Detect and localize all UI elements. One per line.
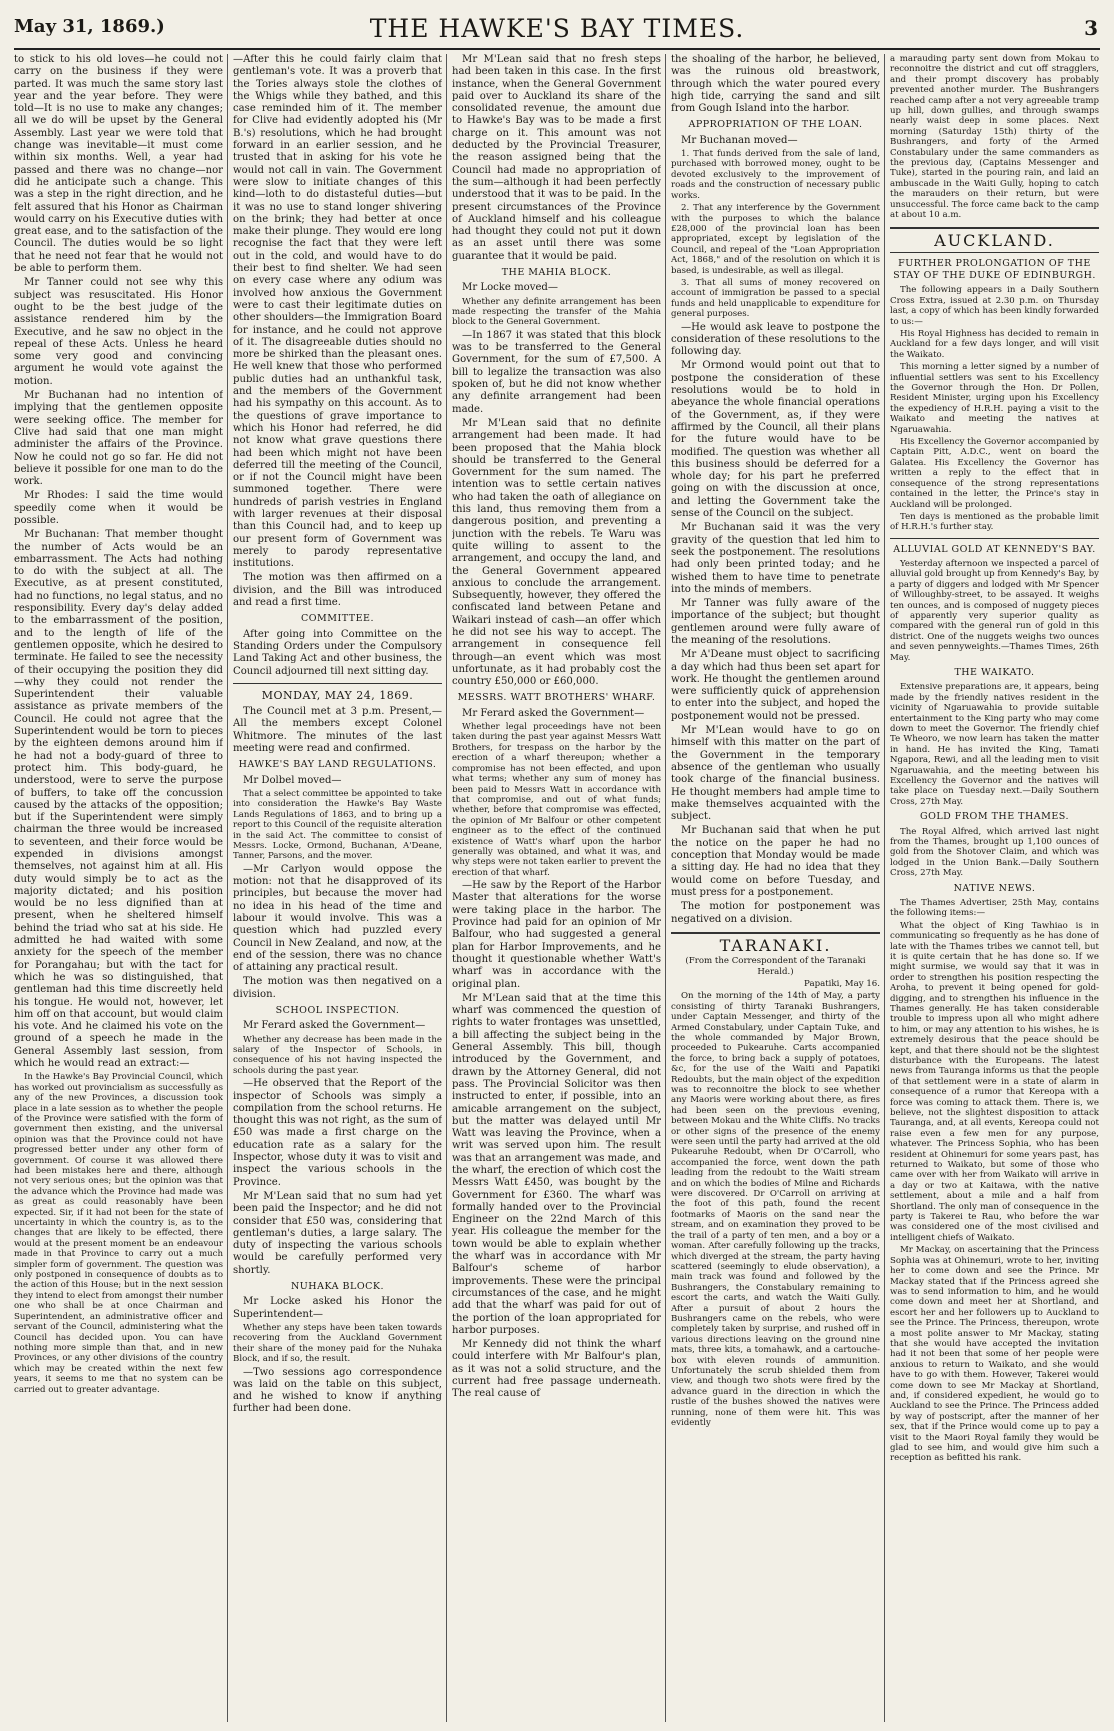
newspaper-title: THE HAWKE'S BAY TIMES. (369, 14, 745, 43)
issue-date: May 31, 1869.) (14, 16, 165, 37)
paragraph: —After this he could fairly claim that gentleman's vote. It was a proverb that the Tories always stole the clothes of the Whigs while they bathed, and this case reminded him of it. The member for Clive had evidently adopted his (Mr B.'s) resolutions, which he had brought forward in an earlier session, and he trusted that in asking for his vote he would not call in vain. The Government were slow to initiate changes of this kind—loth to do distasteful duties—but it was no use to stand longer shivering on the brink; they had better at once make their plunge. They would ere long recognise the fact that they were left out in the cold, and would have to do their best to find shelter. We had seen on every case where any odium was involved how anxious the Government were to cast their legitimate duties on other shoulders—the Immigration Board for instance, and he could not approve of it. The disagreeable duties should no more be shirked than the pleasant ones. He well knew that those who performed public duties had an unthankful task, and the members of the Government had his sympathy on this account. As to the questions of grave importance to which his Honor had referred, he did not know what grave questions there had been which might not have been deferred till the meeting of the Council, or if not the Council might have been summoned together. There were hundreds of parish vestries in England with larger revenues at their disposal than this Council had, and to keep up our present form of Government was merely to parody representative institutions. (233, 54, 442, 570)
divider (233, 683, 442, 684)
paragraph: His Royal Highness has decided to remain in Auckland for a few days longer, and will visit the Waikato. (890, 329, 1099, 360)
section-heading: HAWKE'S BAY LAND REGULATIONS. (238, 759, 437, 771)
paragraph: Mr Ormond would point out that to postpone the consideration of these resolutions would be to hold in abeyance the whole financial operations of the Government, as, if they were affirmed by the Council, all their plans for the future would have to be modified. The question was whether all this business should be deferred for a whole day; for his part he preferred going on with the discussion at once, and letting the Government take the sense of the Council on the subject. (671, 360, 880, 520)
paragraph: Mr Ferard asked the Government— (243, 1020, 426, 1032)
paragraph: Mr Buchanan moved— (681, 134, 798, 146)
paragraph: The Royal Alfred, which arrived last night from the Thames, brought up 1,100 ounces of gold from the Shotover Claim, and which was lodged in the Union Bank.—Daily Southern Cross, 27th May. (890, 826, 1099, 879)
resolution-text: 2. That any interference by the Government with the purposes to which the balance £28,000 of the provincial loan has been appropriated, except by legislation of the Council, and repeal of the "Loan Appropriation Act, 1868," and of the resolution on which it is based, is undesirable, as well as illegal. (671, 203, 880, 276)
section-heading: NATIVE NEWS. (953, 882, 1036, 894)
section-heading: GOLD FROM THE THAMES. (919, 811, 1069, 823)
column-4 (671, 54, 880, 1722)
paragraph: What the object of King Tawhiao is in communicating so frequently as he has done of late with the Thames tribes we cannot tell, but it is quite certain that he has done so. If we might surmise, we would say that it was in order to strengthen his position respecting the Aroha, to prevent it being opened for gold-digging, and to strengthen his influence in the Thames generally. He has taken considerable trouble to impress upon all who might adhere to him, or may any attention to his wishes, he is extremely desirous that the peace should be kept, and that there should not be the slightest disturbance with the Europeans. The latest news from Tauranga informs us that the people of that settlement were in a state of alarm in consequence of a rumor that Kereopa with a force was coming to attack them. There is, we believe, not the slightest disposition to attack Tauranga, and, at all events, Kereopa could not raise even a few men for any purpose, whatever. The Princess Sophia, who has been resident at Ohinemuri for some years past, has returned to Waikato, but some of those who came over with her from Waikato will arrive in a day or two at Kaitawa, with the native settlement, about a mile and a half from Shortland. The only man of consequence in the party is Takerei te Rau, who before the war was considered one of the most civilised and intelligent chiefs of Waikato. (890, 920, 1099, 1243)
dateline: Papatiki, May 16. (804, 978, 880, 989)
column-rule (665, 54, 666, 1722)
paragraph: Mr Buchanan: That member thought the number of Acts would be an embarrassment. The Acts had nothing to do with the subject at all. The Executive, as at present constituted, had no functions, no legal status, and no responsibility. Every day's delay added to the embarrassment of the position, and to the length of life of the gentlemen opposite, which he desired to terminate. He failed to see the necessity of their occupying the position they did—why they could not render the Superintendent their valuable assistance as private members of the Council. He could not agree that the Superintendent would be torn to pieces by the eighteen demons around him if he had not a body-guard of three to protect him. This body-guard, he understood, were to serve the purpose of buffers, to take off the concussion caused by the attacks of the opposition; but if the Superintendent were simply chairman the three would be increased to seventeen, and their force would be expended in divisions amongst themselves, not against him at all. His duty would simply be to act as the majority dictated; and his position would be no less dignified than at present, when he sheltered himself behind the triad who sat at his side. He admitted he had waited with some anxiety for the speech of the member for Porangahau; but with the tact for which he was so distinguished, that gentleman had this time discreetly held his tongue. He would not, however, let him off on that account, but would claim his vote. And he claimed his vote on the ground of a speech he made in the General Assembly last session, from which he would read an extract:— (14, 529, 223, 1070)
paragraph: Mr Tanner could not see why this subject was resuscitated. His Honor ought to be the best judge of the assistance rendered him by the Executive, and he saw no object in the repeal of these Acts. Unless he heard some very good and convincing argument he would vote against the motion. (14, 277, 223, 387)
paragraph: a marauding party sent down from Mokau to reconnoitre the district and cut off stragglers, and their prompt discovery has probably prevented another murder. The Bushrangers reached camp after a not very agreeable tramp up hill, down gullies, and through swamps nearly waist deep in some places. Next morning (Saturday 15th) thirty of the Bushrangers, and forty of the Armed Constabulary under the same commanders as the previous day, (Captains Messenger and Tuke), started in the pouring rain, and laid an ambuscade in the Waiti Gully, hoping to catch the marauders on their return, but were unsuccessful. The force came back to the camp at about 10 a.m. (890, 54, 1099, 221)
paragraph: Mr A'Deane must object to sacrificing a day which had thus been set apart for work. He thought the gentlemen around were sufficiently quick of apprehension to enter into the subject, and hoped the postponement would not be pressed. (671, 649, 880, 722)
paragraph: Mr Locke moved— (462, 282, 558, 294)
paragraph: Mr M'Lean said that no definite arrangement had been made. It had been proposed that the Mahia block should be transferred to the General Government for the sum named. The intention was to settle certain natives who had taken the oath of allegiance on this land, thus removing them from a dangerous position, and preventing a junction with the rebels. Te Waru was quite willing to assent to the arrangement, and occupy the land, and the General Government appeared anxious to conclude the arrangement. Subsequently, however, they offered the confiscated land between Petane and Waikari instead of cash—an offer which he did not see his way to accept. The arrangement in consequence fell through—an event which was most unfortunate, as it had probably cost the country £50,000 or £60,000. (452, 417, 661, 688)
question-text: Whether any steps have been taken towards recovering from the Auckland Government their share of the money paid for the Nuhaka Block, and if so, the result. (233, 1322, 442, 1365)
column-5 (890, 54, 1099, 1722)
paragraph: The motion was then negatived on a division. (233, 976, 442, 1000)
paragraph: Mr Ferard asked the Government— (462, 707, 645, 719)
paragraph: Mr M'Lean would have to go on himself with this matter on the part of the Government in the temporary absence of the gentleman who usually took charge of the financial business. He thought members had ample time to make themselves acquainted with the subject. (671, 725, 880, 823)
section-heading: FURTHER PROLONGATION OF THE STAY OF THE DUKE OF EDINBURGH. (893, 257, 1096, 282)
divider (890, 227, 1099, 229)
paragraph: Mr Tanner was fully aware of the importance of the subject; but thought gentlemen around were fully aware of the meaning of the resolutions. (671, 598, 880, 646)
motion-text: That a select committee be appointed to take into consideration the Hawke's Bay Waste Lands Regulations of 1863, and to bring up a report to this Council of the requisite alteration in the said Act. The committee to consist of Messrs. Locke, Ormond, Buchanan, A'Deane, Tanner, Parsons, and the mover. (233, 788, 442, 862)
paragraph: Mr Mackay, on ascertaining that the Princess Sophia was at Ohinemuri, wrote to her, inviting her to come down and see the Prince. Mr Mackay stated that if the Princess agreed she was to send information to him, and he would come down and meet her at Shortland, and escort her and her followers up to Auckland to see the Prince. The Princess, thereupon, wrote a most polite answer to Mr Mackay, stating that she would have accepted the invitation had it not been that some of her people were anxious to return to Waikato, and she would have to go with them. However, Takerei would come down to see Mr Mackay at Shortland, and, if considered expedient, he would go to Auckland to see the Prince. The Princess added by way of postscript, after the manner of her sex, that if the Prince would come up to pay a visit to the Maori Royal family they would be glad to see him, and would give him such a reception as befitted his rank. (890, 1245, 1099, 1464)
quoted-extract: In the Hawke's Bay Provincial Council, which has worked out provincialism as successfully as any of the new Provinces, a discussion took place in a late session as to whether the people of the Province were satisfied with the form of government then existing, and the universal opinion was that the Province could not have progressed better under any other form of government. Of course it was allowed there had been mistakes here and there, although not very serious ones; but the opinion was that the advance which the Province had made was as great as could reasonably have been expected. Sir, if it had not been for the state of uncertainty in which the country is, as to the changes that are likely to be effected, there would at the present moment be an endeavour made in that Province to carry out a much simpler form of government. The question was only postponed in consequence of doubts as to the action of this House; but in the next session they intend to elect from amongst their number one who shall be at once Chairman and Superintendent, an administrative officer and servant of the Council, administering what the Council has decided upon. You can have nothing more simple than that, and in new Provinces, or any other divisions of the country which may be created within the next few years, it seems to me that no system can be carried out to greater advantage. (14, 1072, 223, 1395)
column-rule (446, 54, 447, 1722)
paragraph: Mr Rhodes: I said the time would speedily come when it would be possible. (14, 490, 223, 526)
paragraph: Mr M'Lean said that no sum had yet been paid the Inspector; and he did not consider that £50 was, considering that gentleman's duties, a large salary. The duty of inspecting the various schools would be carefully performed very shortly. (233, 1190, 442, 1276)
paragraph: After going into Committee on the Standing Orders under the Compulsory Land Taking Act and other business, the Council adjourned till next sitting day. (233, 628, 442, 677)
page-number: 3 (1084, 16, 1098, 40)
section-heading: THE WAIKATO. (954, 667, 1035, 679)
paragraph: Mr Dolbel moved— (243, 774, 342, 786)
paragraph: Yesterday afternoon we inspected a parcel of alluvial gold brought up from Kennedy's Bay, by a party of diggers and lodged with Mr Spencer of Willoughby-street, to be assayed. It weighs ten ounces, and is composed of nuggety pieces of apparently very superior quality as compared with the general run of gold in this district. One of the nuggets weighs two ounces and seven pennyweights.—Thames Times, 26th May. (890, 559, 1099, 663)
column-2 (233, 54, 442, 1722)
resolution-text: 1. That funds derived from the sale of land, purchased with borrowed money, ought to be devoted exclusively to the improvement of roads and the construction of necessary public works. (671, 149, 880, 201)
question-text: Whether legal proceedings have not been taken during the past year against Messrs Watt Brothers, for trespass on the harbor by the erection of a wharf thereupon; whether a compromise has not been effected, and upon what terms; whether any sum of money has been paid to Messrs Watt in accordance with that compromise, and out of what funds; whether, before that compromise was effected, the opinion of Mr Balfour or other competent engineer as to the effect of the continued existence of Watt's wharf upon the harbor generally was obtained, and what it was, and why steps were not taken earlier to prevent the erection of that wharf. (452, 722, 661, 878)
article-columns (14, 54, 1100, 1722)
question-text: Whether any decrease has been made in the salary of the Inspector of Schools, in consequence of his not having inspected the schools during the past year. (233, 1034, 442, 1076)
column-1 (14, 54, 223, 1722)
section-title: AUCKLAND. (934, 230, 1055, 250)
paragraph: Extensive preparations are, it appears, being made by the friendly natives resident in the vicinity of Ngaruawahia to provide suitable entertainment to the King party who may come down to meet the Governor. The friendly chief Te Wheoro, we now learn has taken the matter in hand. He has invited the King, Tamati Ngapora, Rewi, and all the leading men to visit Ngaruawahia, and the meeting between his Excellency the Governor and the natives will take place on Tuesday next.—Daily Southern Cross, 27th May. (890, 682, 1099, 807)
masthead (14, 10, 1100, 50)
paragraph: Ten days is mentioned as the probable limit of H.R.H.'s further stay. (890, 511, 1099, 533)
paragraph: to stick to his old loves—he could not carry on the business if they were parted. It was much the same story last year and the year before. They were told—It is no use to make any changes; all we do will be upset by the General Assembly. Last year we were told that change was inevitable—it must come within six months. Well, a year had passed and there was no change—nor did he anticipate such a change. This was a step in the right direction, and he felt assured that his Honor as Chairman would carry on his Executive duties with great ease, and to the satisfaction of the Council. The duties would be so light that he need not fear that he would not be able to perform them. (14, 54, 223, 275)
paragraph: This morning a letter signed by a number of influential settlers was sent to his Excellency the Governor through the Hon. Dr Pollen, Resident Minister, urging upon his Excellency the expediency of H.R.H. paying a visit to the Waikato and meeting the natives at Ngaruawahia. (890, 362, 1099, 435)
paragraph: The following appears in a Daily Southern Cross Extra, issued at 2.30 p.m. on Thursday last, a copy of which has been kindly forwarded to us:— (890, 285, 1099, 327)
paragraph: The motion for postponement was negatived on a division. (671, 901, 880, 925)
paragraph: Mr Kennedy did not think the wharf could interfere with Mr Balfour's plan, as it was not a solid structure, and the current had free passage underneath. The real cause of (452, 1339, 661, 1400)
paragraph: the shoaling of the harbor, he believed, was the ruinous old breastwork, through which the water poured every high tide, carrying the sand and silt from Gough Island into the harbor. (671, 54, 880, 115)
paragraph: —Mr Carlyon would oppose the motion: not that he disapproved of its principles, but because the mover had no idea in his head of the time and labour it would involve. This was a question which had puzzled every Council in New Zealand, and now, at the end of the session, there was no chance of attaining any practical result. (233, 863, 442, 974)
section-heading: SCHOOL INSPECTION. (275, 1005, 400, 1017)
resolution-text: 3. That all sums of money recovered on account of immigration be passed to a special funds and held unapplicable to expenditure for general purposes. (671, 277, 880, 320)
paragraph: Mr M'Lean said that no fresh steps had been taken in this case. In the first instance, when the General Government paid over to Auckland its share of the consolidated revenue, the amount due to Hawke's Bay was to be made a first charge on it. This amount was not deducted by the Provincial Treasurer, the reason assigned being that the Council had made no appropriation of the sum—although it had been perfectly understood that it was to be paid. In the present circumstances of the Province of Auckland himself and his colleague had thought they could not put it down as an asset until there was some guarantee that it would be paid. (452, 54, 661, 262)
section-heading: ALLUVIAL GOLD AT KENNEDY'S BAY. (893, 543, 1096, 555)
section-heading: COMMITTEE. (300, 613, 374, 625)
paragraph: —He would ask leave to postpone the consideration of these resolutions to the following day. (671, 321, 880, 358)
section-heading: NUHAKA BLOCK. (290, 1281, 385, 1292)
paragraph: His Excellency the Governor accompanied by Captain Pitt, A.D.C., went on board the Galatea. His Excellency the Governor has written a reply to the effect that in consequence of the strong representations contained in the letter, the Prince's stay in Auckland will be prolonged. (890, 437, 1099, 510)
paragraph: —He saw by the Report of the Harbor Master that alterations for the worse were taking place in the harbor. The Province had paid for an opinion of Mr Balfour, who had suggested a general plan for Harbor Improvements, and he thought it questionable whether Watt's wharf was in accordance with the original plan. (452, 880, 661, 990)
newspaper-page (14, 10, 1100, 1722)
column-rule (227, 54, 228, 1722)
date-heading: MONDAY, MAY 24, 1869. (261, 688, 414, 702)
byline: (From the Correspondent of the Taranaki Herald.) (685, 956, 866, 977)
section-title: TARANAKI. (719, 935, 832, 955)
paragraph: —He observed that the Report of the inspector of Schools was simply a compilation from the school returns. He thought this was not right, as the sum of £50 was made a first charge on the education rate as a salary for the Inspector, whose duty it was to visit and inspect the various schools in the Province. (233, 1078, 442, 1188)
paragraph: —Two sessions ago correspondence was laid on the table on this subject, and he wished to know if anything further had been done. (233, 1366, 442, 1415)
paragraph: Mr Buchanan said that when he put the notice on the paper he had no conception that Monday would be made a sitting day. He had no idea that they would come on before Tuesday, and must press for a postponement. (671, 825, 880, 898)
column-3 (452, 54, 661, 1722)
section-heading: APPROPRIATION OF THE LOAN. (688, 119, 863, 131)
paragraph: —In 1867 it was stated that this block was to be transferred to the General Government, for the sum of £7,500. A bill to legalize the transaction was also spoken of, but he did not know whether any definite arrangement had been made. (452, 329, 661, 415)
divider (890, 252, 1099, 253)
divider (671, 932, 880, 934)
paragraph: Mr Buchanan had no intention of implying that the gentlemen opposite were seeking office. The member for Clive had said that one man might administer the affairs of the Province. Now he could not go so far. He did not believe it possible for one man to do the work. (14, 390, 223, 488)
column-rule (884, 54, 885, 1722)
question-text: Whether any definite arrangement has been made respecting the transfer of the Mahia block to the General Government. (452, 296, 661, 328)
paragraph: The motion was then affirmed on a division, and the Bill was introduced and read a first time. (233, 572, 442, 609)
paragraph: Mr M'Lean said that at the time this wharf was commenced the question of rights to water frontages was unsettled, a bill affecting the subject being in the General Assembly. This bill, though introduced by the Government, and drawn by the Attorney General, did not pass. The Provincial Solicitor was then instructed to enter, if possible, into an amicable arrangement on the subject, but the matter was delayed until Mr Watt was leaving the Province, when a writ was served upon him. The result was that an arrangement was made, and the wharf, the erection of which cost the Messrs Watt £450, was bought by the Government for £360. The wharf was formally handed over to the Provincial Engineer on the 22nd March of this year. His colleague the member for the town would be able to explain whether the wharf was in accordance with Mr Balfour's scheme of harbor improvements. These were the principal circumstances of the case, and he might add that the wharf was paid for out of the portion of the loan appropriated for harbor purposes. (452, 992, 661, 1336)
paragraph: Mr Buchanan said it was the very gravity of the question that led him to seek the postponement. The resolutions had only been printed today; and he wished them to have time to penetrate into the minds of members. (671, 522, 880, 595)
section-heading: THE MAHIA BLOCK. (501, 267, 612, 279)
paragraph: Mr Locke asked his Honor the Superintendent— (233, 1296, 442, 1320)
section-heading: MESSRS. WATT BROTHERS' WHARF. (457, 692, 656, 704)
paragraph: The Council met at 3 p.m. Present,—All the members except Colonel Whitmore. The minutes of the last meeting were read and confirmed. (233, 706, 442, 755)
paragraph: On the morning of the 14th of May, a party consisting of thirty Taranaki Bushrangers, under Captain Messenger, and thirty of the Armed Constabulary, under Captain Tuke, and the whole commanded by Major Brown, proceeded to Pukearuhe. Carts accompanied the force, to bring back a supply of potatoes, &c, for the use of the Waiti and Papatiki Redoubts, but the main object of the expedition was to reconnoitre the block to see whether any Maoris were working about there, as fires had been seen on the previous evening, between Mokau and the White Cliffs. No tracks or other signs of the presence of the enemy were seen until the party had arrived at the old Pukearuhe Redoubt, when Dr O'Carroll, who accompanied the force, went down the path leading from the redoubt to the Waiti stream and on which the bodies of Milne and Richards were discovered. Dr O'Carroll on arriving at the foot of this path, found the recent footmarks of Maoris on the sand near the stream, and on examination they proved to be the trail of a party of ten men, and a boy or a woman. After carefully following up the tracks, which diverged at the stream, the party having scattered (seemingly to elude observation), a main track was found and followed by the Bushrangers, the Constabulary remaining to escort the carts, and watch the Waiti Gully. After a pursuit of about 2 hours the Bushrangers came on the rebels, who were completely taken by surprise, and rushed off in various directions leaving on the ground nine mats, three kits, a tomahawk, and a cartouche-box with eleven rounds of ammunition. Unfortunately the scrub shielded them from view, and though two shots were fired by the advance guard in the direction in which the rustle of the bushes showed the natives were running, none of them were hit. This was evidently (671, 991, 880, 1428)
paragraph: The Thames Advertiser, 25th May, contains the following items:— (890, 897, 1099, 919)
divider (890, 538, 1099, 539)
